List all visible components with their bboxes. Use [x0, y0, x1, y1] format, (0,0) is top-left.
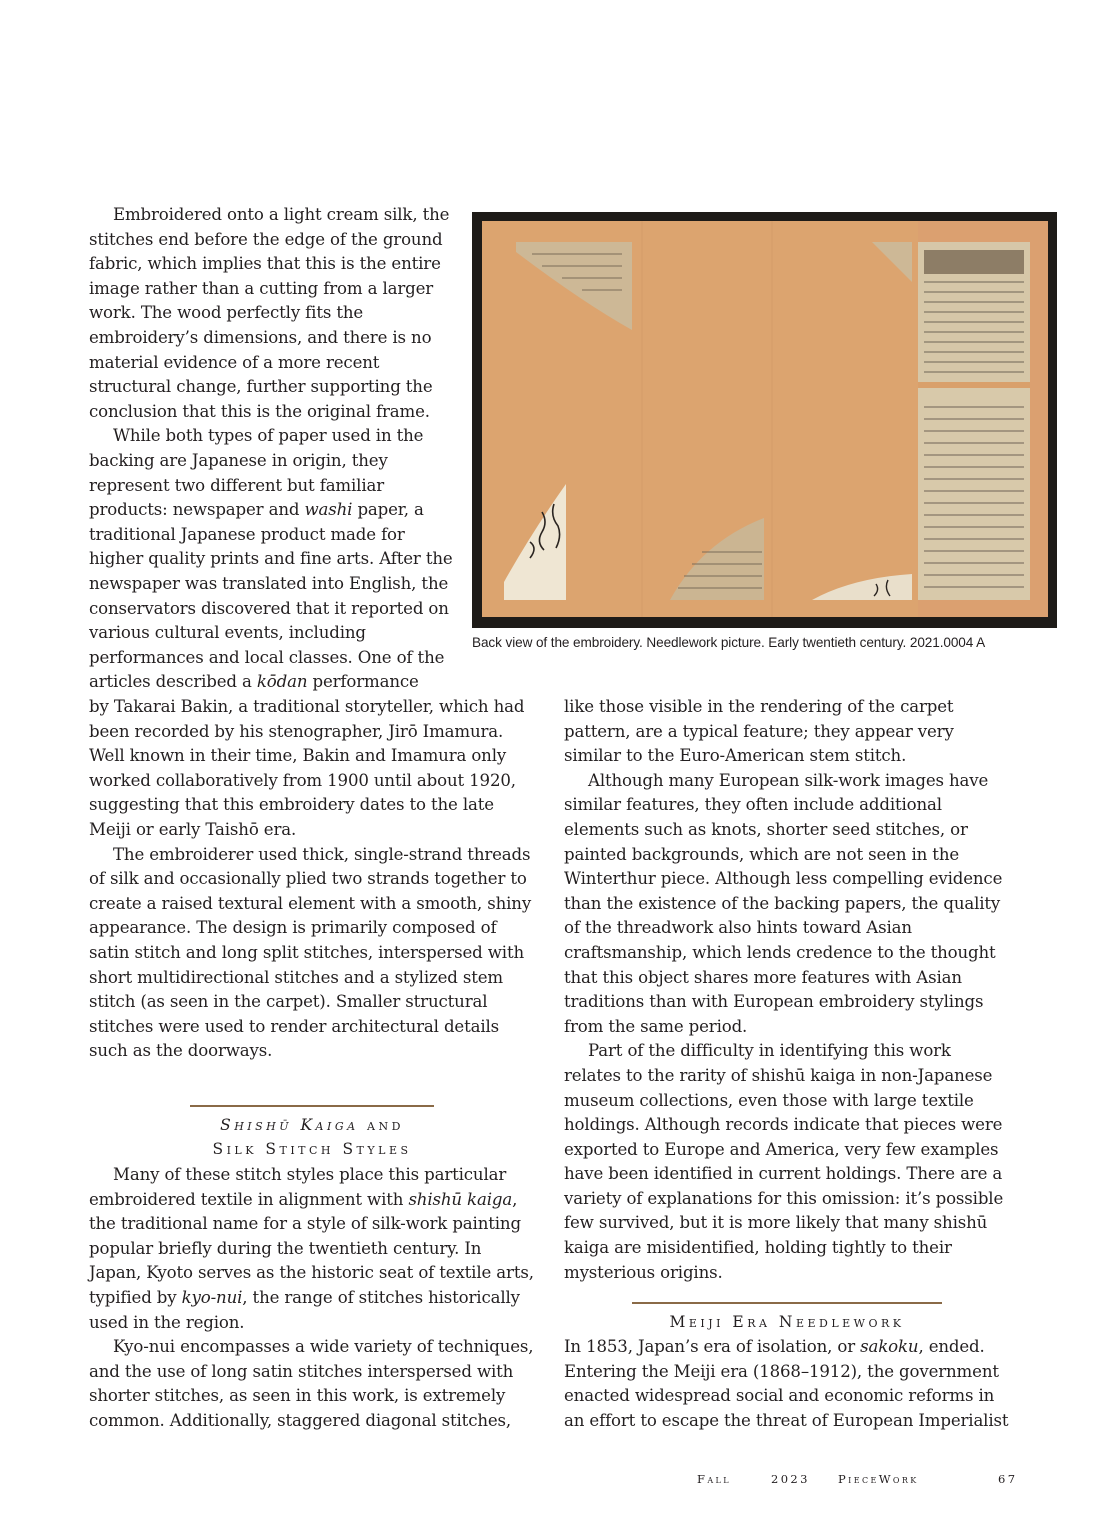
- paragraph-rarity: Part of the difficulty in identifying this work relates to the rarity of shishū kaiga in non-Japanese museum collections, even those with large textile holdings. Although records indicate that pieces were exported to Europe and America, very few examples have been identified in current holdings. There are a variety of explanations for this omission: it’s possible few survived, but it is more likely that many shishū kaiga are misidentified, holding tightly to their mysterious origins.: [564, 1041, 1004, 1282]
- paragraph-kodan-continued: by Takarai Bakin, a traditional storyteller, which had been recorded by his stenographer, Jirō Imamura. Well known in their time, Bakin and Imamura only worked collaboratively from 1900 until about 1920, suggesting that this embroidery dates to the late Meiji or early Taishō era.: [89, 697, 525, 839]
- paragraph-threads: The embroiderer used thick, single-strand threads of silk and occasionally plied two strands together to create a raised textural element with a smooth, shiny appearance. The design is primarily composed of satin stitch and long split stitches, interspersed with short multidirectional stitches and a stylized stem stitch (as seen in the carpet). Smaller structural stitches were used to render architectural details such as the doorways.: [89, 844, 532, 1061]
- paragraph-european-comparison: Although many European silk-work images have similar features, they often include additional elements such as knots, shorter seed stitches, or painted backgrounds, which are not seen in the Winterthur piece. Although less compelling evidence than the existence of the backing papers, the quality of the threadwork also hints toward Asian craftsmanship, which lends credence to the thought that this object shares more features with Asian traditions than with European embroidery stylings from the same period.: [564, 770, 1003, 1036]
- footer-season: Fall: [697, 1472, 731, 1486]
- section-heading-shishu-kaiga: Shishū Kaiga and Silk Stitch Styles: [212, 1116, 412, 1158]
- right-column: [564, 695, 1010, 1285]
- section-heading-meiji-era: Meiji Era Needlework: [669, 1313, 905, 1331]
- embroidery-back-photo: [472, 212, 1057, 628]
- footer-year: 2023: [771, 1472, 810, 1486]
- paragraph-shishu-kaiga: Many of these stitch styles place this particular embroidered textile in alignment with shishū kaiga, the traditional name for a style of silk-work painting popular briefly during the twentieth century. In Japan, Kyoto serves as the historic seat of textile arts, typified by kyo-nui, the range of stitches historically used in the region.: [89, 1165, 534, 1332]
- left-column-upper: [89, 203, 459, 695]
- backing-board-illustration: [472, 212, 1057, 628]
- heading-rule: [632, 1302, 942, 1304]
- left-column-lower: [89, 695, 535, 1064]
- paragraph-frame: Embroidered onto a light cream silk, the stitches end before the edge of the ground fabric, which implies that this is the entire image rather than a cutting from a larger work. The wood perfectly fits the embroidery’s dimensions, and there is no material evidence of a more recent structural change, further supporting the conclusion that this is the original frame.: [89, 205, 450, 421]
- figure-caption: Back view of the embroidery. Needlework picture. Early twentieth century. 2021.0004 A: [472, 635, 986, 650]
- paragraph-kyo-nui: Kyo-nui encompasses a wide variety of techniques, and the use of long satin stitches interspersed with shorter stitches, as seen in this work, is extremely common. Additionally, staggered diagonal stitches,: [89, 1337, 534, 1430]
- right-column-section: [564, 1335, 1010, 1433]
- paragraph-carpet-continued: like those visible in the rendering of the carpet pattern, are a typical feature; they appear very similar to the Euro-American stem stitch.: [564, 697, 954, 766]
- paragraph-meiji: In 1853, Japan’s era of isolation, or sakoku, ended. Entering the Meiji era (1868–1912), the government enacted widespread social and economic reforms in an effort to escape the threat of European Imperialist: [564, 1337, 1009, 1430]
- footer-magazine: PieceWork: [838, 1472, 919, 1486]
- left-column-section: [89, 1163, 535, 1434]
- page-number: 67: [998, 1472, 1018, 1486]
- heading-rule: [190, 1105, 434, 1107]
- paragraph-backing-papers: While both types of paper used in the backing are Japanese in origin, they represent two different but familiar products: newspaper and washi paper, a traditional Japanese product made for higher quality prints and fine arts. After the newspaper was translated into English, the conservators discovered that it reported on various cultural events, including performances and local classes. One of the articles described a kōdan performance: [89, 426, 453, 692]
